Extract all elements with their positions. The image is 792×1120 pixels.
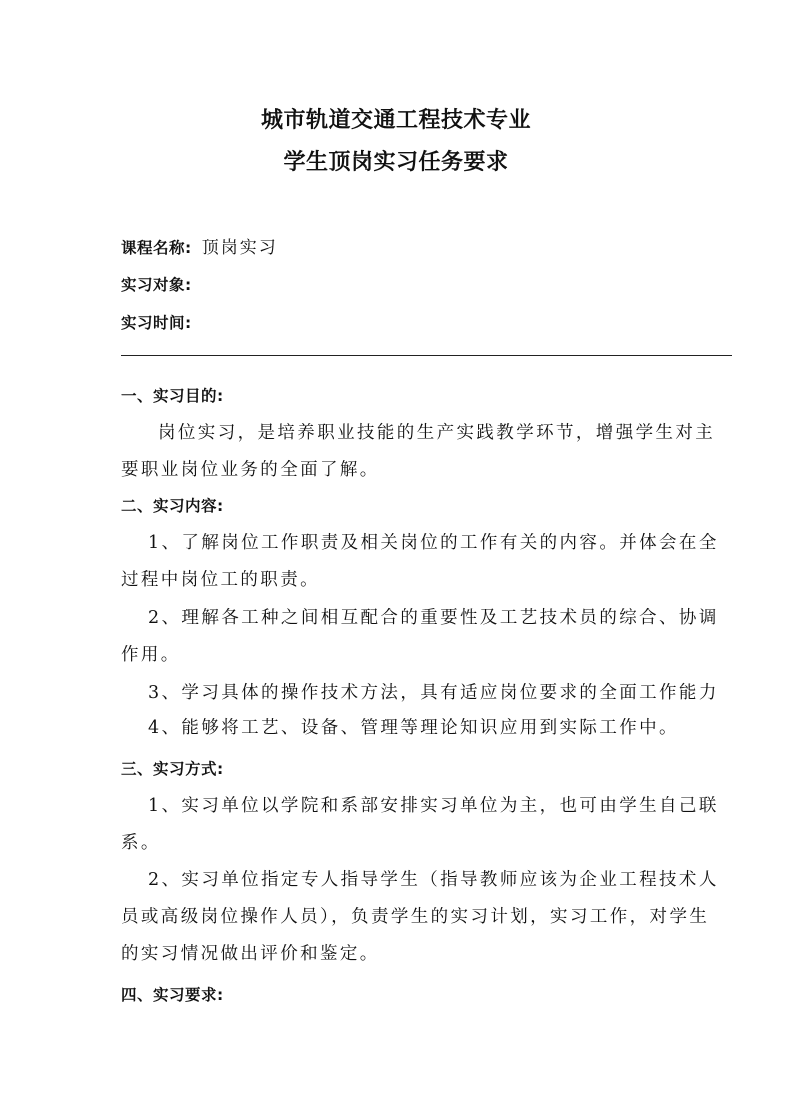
time-row (121, 311, 192, 333)
section2-item1-line1: 1、了解岗位工作职责及相关岗位的工作有关的内容。并体会在全 (148, 533, 719, 553)
target-label: 实习对象: (121, 276, 192, 294)
section3-heading: 三、实习方式: (121, 760, 224, 778)
section4-heading: 四、实习要求: (121, 986, 224, 1004)
section3-item2-line3: 的实习情况做出评价和鉴定。 (121, 944, 380, 964)
section2-item2-line2: 作用。 (121, 645, 181, 665)
section3-item2-line1: 2、实习单位指定专人指导学生（指导教师应该为企业工程技术人 (148, 870, 719, 890)
course-name-value: 顶岗实习 (201, 238, 278, 258)
section1-paragraph-line1: 岗位实习，是培养职业技能的生产实践教学环节，增强学生对主 (158, 423, 716, 443)
time-label: 实习时间: (121, 314, 192, 332)
course-name-label: 课程名称: (121, 239, 192, 257)
document-title-line2: 学生顶岗实习任务要求 (283, 150, 509, 175)
document-title-line1: 城市轨道交通工程技术专业 (260, 108, 531, 133)
course-name-row (121, 233, 278, 258)
section1-paragraph-line2: 要职业岗位业务的全面了解。 (121, 460, 380, 480)
section2-heading: 二、实习内容: (121, 497, 224, 515)
section2-item1-line2: 过程中岗位工的职责。 (121, 570, 320, 590)
divider-line (121, 355, 732, 356)
section2-item4: 4、能够将工艺、设备、管理等理论知识应用到实际工作中。 (148, 718, 679, 738)
section3-item1-line1: 1、实习单位以学院和系部安排实习单位为主，也可由学生自己联 (148, 796, 719, 816)
section2-item3: 3、学习具体的操作技术方法，具有适应岗位要求的全面工作能力 (148, 683, 719, 703)
section3-item2-line2: 员或高级岗位操作人员），负责学生的实习计划，实习工作，对学生 (121, 907, 710, 927)
section3-item1-line2: 系。 (121, 833, 161, 853)
section2-item2-line1: 2、理解各工种之间相互配合的重要性及工艺技术员的综合、协调 (148, 608, 719, 628)
section1-heading: 一、实习目的: (121, 387, 224, 405)
target-row (121, 273, 192, 295)
